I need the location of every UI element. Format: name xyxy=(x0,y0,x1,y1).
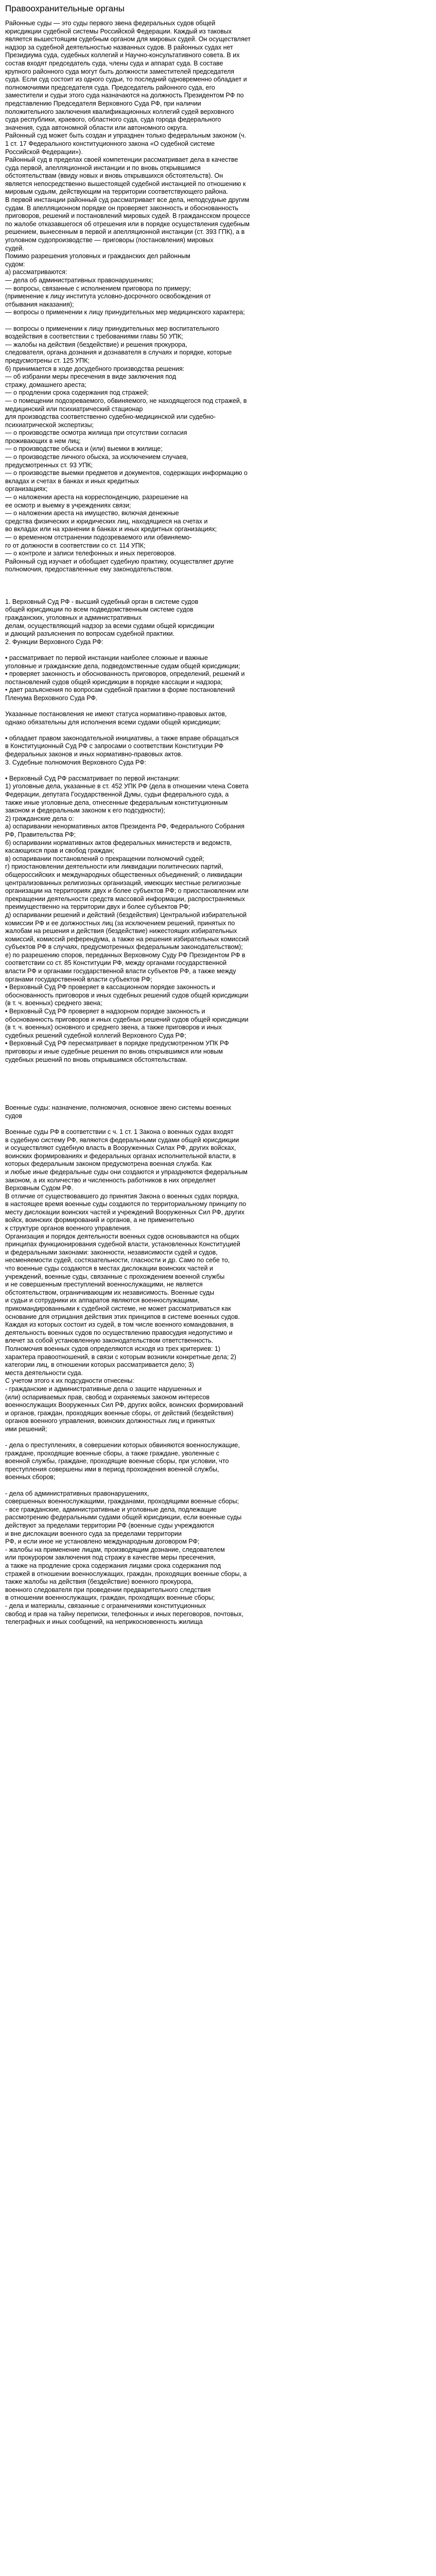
text-line: общей юрисдикции по всем подведомственным системе судов xyxy=(5,606,194,614)
text-line: мировым судьям, действующим на территории соответствующего района. xyxy=(5,188,228,196)
text-line: • Верховный Суд РФ рассматривает по первой инстанции: xyxy=(5,774,180,782)
text-line: 1 ст. 17 Федерального конституционного закона «О судебной системе xyxy=(5,140,215,147)
blank-line xyxy=(5,1088,431,1096)
text-line: — о наложении ареста на имущество, включая денежные xyxy=(5,510,179,517)
text-line: и любые иные федеральные суды они создаются и упраздняются федеральным xyxy=(5,1168,248,1176)
text-line: надзор за судебной деятельностью названных судов. В районных судах нет xyxy=(5,43,233,51)
text-line: Районные суды — это суды первого звена федеральных судов общей xyxy=(5,20,216,27)
text-line: — о производстве выемки предметов и документов, содержащих информацию о xyxy=(5,469,248,477)
blank-line xyxy=(5,590,431,598)
text-line: — о производстве личного обыска, за исключением случаев, xyxy=(5,453,188,461)
text-line: суда. Если суд состоит из одного судьи, то последний одновременно обладает и xyxy=(5,76,247,83)
text-line: Пленума Верховного Суда РФ. xyxy=(5,694,98,702)
text-line: комиссий, комиссий референдума, а также на решения избирательных комиссий xyxy=(5,935,249,943)
text-line: является непосредственно вышестоящей судебной инстанцией по отношению к xyxy=(5,180,246,188)
text-line: • дает разъяснения по вопросам судебной практики в форме постановлений xyxy=(5,686,235,694)
text-line: приговоров, решений и постановлений мировых судей. В граждансском процессе xyxy=(5,212,250,220)
text-line: Каждая из которых состоит из судей, в том числе военного командования, в xyxy=(5,1321,234,1329)
text-line: РФ, Правительства РФ; xyxy=(5,831,76,838)
text-line: военного следователя при проведении предварительного следствия xyxy=(5,1586,211,1594)
text-line: Российской Федерации»). xyxy=(5,148,83,156)
text-line: которых федеральным законом предусмотрена военная служба. Как xyxy=(5,1160,212,1168)
text-line: соответствии со ст. 85 Конституции РФ, между органами государственной xyxy=(5,959,227,967)
text-line: - дела о преступлениях, в совершении которых обвиняются военнослужащие, xyxy=(5,1442,240,1449)
text-line: Помимо разрешения уголовных и гражданских дел районным xyxy=(5,252,190,260)
page-title: Правоохранительные органы xyxy=(5,4,125,13)
text-line: судей. xyxy=(5,244,24,252)
text-line: Районный суд может быть создан и упразднен только федеральным законом (ч. xyxy=(5,132,247,140)
text-line: — жалобы на действия (бездействие) и решения прокурора, xyxy=(5,341,187,348)
text-line: е) по разрешению споров, переданных Верховному Суду РФ Президентом РФ в xyxy=(5,951,246,959)
text-line: месту дислокации воинских частей и учреждений Вооруженных Сил РФ, других xyxy=(5,1208,245,1216)
blank-line xyxy=(5,1096,431,1105)
text-line: 2) гражданские дела о: xyxy=(5,815,74,822)
text-line: в настоящее время военные суды создаются по территориальному принципу по xyxy=(5,1200,247,1208)
text-line: • обладает правом законодательной инициативы, а также вправе обращаться xyxy=(5,734,239,742)
text-line: учреждений, военные суды, связанные с прохождением военной службы xyxy=(5,1273,225,1280)
text-line: касающихся прав и свобод граждан; xyxy=(5,847,115,855)
text-line: по жалобе отказавшегося об отрешения или в порядке осуществления судебным xyxy=(5,220,250,228)
text-line: (в т. ч. военных) среднего звена; xyxy=(5,999,102,1007)
text-line: б) принимается в ходе досудебного производства решения: xyxy=(5,365,185,372)
text-line: обстоятельством, ограничивающим их независимость. Военные суды xyxy=(5,1289,214,1296)
text-line: (в т. ч. военных) основного и среднего звена, а также приговоров и иных xyxy=(5,1024,222,1031)
text-line: - все гражданские, административные и уголовные дела, подлежащие xyxy=(5,1505,217,1513)
text-line: — о производстве осмотра жилища при отсутствии согласия xyxy=(5,429,187,437)
blank-line xyxy=(5,767,431,775)
text-line: преимущественно на территории двух и более субъектов РФ; xyxy=(5,903,190,911)
text-line: В отличие от существовавшего до принятия Закона о военных судах порядка, xyxy=(5,1192,239,1200)
text-line: приговоры и иные судебные решения по вновь открывшимся или новым xyxy=(5,1048,223,1055)
text-line: вкладах и счетах в банках и иных кредитных xyxy=(5,477,139,485)
text-line: и вне дислокации военного суда за пределами территории xyxy=(5,1530,182,1537)
text-line: или прокурором заключения под стражу в качестве меры пресечения, xyxy=(5,1554,216,1562)
text-line: судом: xyxy=(5,260,25,268)
text-line: стражу, домашнего ареста; xyxy=(5,381,86,388)
blank-line xyxy=(5,1120,431,1128)
text-line: законом, а их количество и численность работников в них определяет xyxy=(5,1176,216,1184)
text-line: — вопросы, связанные с исполнением приговора по примеру; xyxy=(5,284,191,292)
text-line: а) оспаривании ненормативных актов Президента РФ, Федерального Собрания xyxy=(5,823,245,831)
text-line: граждане, проходящие военные сборы, а также граждане, уволенные с xyxy=(5,1449,220,1457)
text-line: уголовном судопроизводстве — приговоры (постановления) мировых xyxy=(5,236,214,244)
text-line: судов xyxy=(5,1112,22,1120)
blank-line xyxy=(5,582,431,590)
text-line: совершенных военнослужащими, гражданами, проходящими военные сборы; xyxy=(5,1498,239,1505)
text-line: также жалобы на действия (бездействие) военного прокурора, xyxy=(5,1578,193,1586)
text-line: отбывания наказания); xyxy=(5,300,74,308)
text-line: • проверяет законность и обоснованность приговоров, определений, решений и xyxy=(5,670,245,678)
text-line: деятельность военных судов по осуществлению правосудия недопустимо и xyxy=(5,1329,233,1336)
blank-line xyxy=(5,1434,431,1442)
text-line: а также на продление срока содержания лицами срока содержания под xyxy=(5,1562,221,1569)
text-line: С учетом этого к их подсудности отнесены: xyxy=(5,1377,134,1385)
text-line: судам. В апелляционном порядке он проверяет законность и обоснованность xyxy=(5,204,238,212)
text-line: в судебную систему РФ, являются федеральными судами общей юрисдикции xyxy=(5,1136,239,1144)
text-line: обоснованность приговоров и иных судебных решений судов общей юрисдикции xyxy=(5,991,249,999)
text-line: Районный суд изучает и обобщает судебную практику, осуществляет другие xyxy=(5,557,234,565)
text-line: проживающих в нем лиц; xyxy=(5,437,81,445)
text-line: медицинский или психиатрический стационар xyxy=(5,405,143,413)
text-line: принципах функционирования судебной власти, установленных Конституцией xyxy=(5,1241,240,1248)
text-line: организациях; xyxy=(5,485,48,493)
text-line: — вопросы о применении к лицу принудительных мер медицинского характера; xyxy=(5,309,245,316)
blank-line xyxy=(5,1072,431,1080)
text-line: и судьи и сотрудники их аппаратов являются военнослужащими, xyxy=(5,1297,200,1304)
text-line: 3. Судебные полномочия Верховного Суда РФ: xyxy=(5,758,147,766)
text-line: обоснованность приговоров и иных судебных решений судов общей юрисдикции xyxy=(5,1015,249,1023)
text-line: юрисдикции судебной системы Российской Федерации. Каждый из таковых xyxy=(5,27,232,35)
text-line: централизованных религиозных организаций, имеющих местные религиозные xyxy=(5,879,241,887)
text-line: • рассматривает по первой инстанции наиболее сложные и важные xyxy=(5,654,208,662)
text-line: — о продлении срока содержания под стражей; xyxy=(5,389,149,397)
text-line: ее осмотр и выемку в учреждениях связи; xyxy=(5,501,131,509)
text-line: категории лиц, в отношении которых рассматривается дело; 3) xyxy=(5,1361,194,1369)
text-line: значения, суда автономной области или автономного округа. xyxy=(5,124,188,131)
text-line: военнослужащих Вооруженных Сил РФ, других войск, воинских формирований xyxy=(5,1401,243,1409)
text-line: органов военного управления, воинских должностных лиц и принятых xyxy=(5,1417,215,1425)
text-line: - жалобы на применение лицам, производящим дознание, следователем xyxy=(5,1546,225,1553)
text-line: представлению Председателя Верховного Суда РФ, при наличии xyxy=(5,99,201,107)
text-line: Полномочия военных судов определяются исходя из трех критериев: 1) xyxy=(5,1345,220,1352)
text-line: средства физических и юридических лиц, находящиеся на счетах и xyxy=(5,517,208,525)
blank-line xyxy=(5,1482,431,1490)
text-line: Верховным Судом РФ. xyxy=(5,1184,74,1192)
text-line: для производства соответственно судебно-медицинской или судебно- xyxy=(5,413,216,421)
text-line: судебных решений судебной коллегий Верховного Суда РФ; xyxy=(5,1031,186,1039)
text-line: характера правоотношений, в связи с которым возникли конкретные дела; 2) xyxy=(5,1353,236,1361)
text-line: — вопросы о применении к лицу принудительных мер воспитательного xyxy=(5,325,219,332)
blank-line xyxy=(5,574,431,582)
text-line: и органов, граждан, проходящих военные сборы, от действий (бездействия) xyxy=(5,1409,234,1417)
text-line: власти РФ и органами государственной власти субъектов РФ, а также между xyxy=(5,968,236,975)
text-line: воздействия в соответствии с требованиями главы 50 УПК; xyxy=(5,333,183,341)
text-line: полномочиями председателя суда. Председатель районного суда, его xyxy=(5,83,215,91)
text-line: — о наложении ареста на корреспонденцию, разрешение на xyxy=(5,494,188,501)
text-line: и дающий разъяснения по вопросам судебной практики. xyxy=(5,630,175,638)
text-line: гражданских, уголовных и административных xyxy=(5,614,142,621)
text-line: к структуре органов военного управления. xyxy=(5,1225,132,1232)
blank-line xyxy=(5,726,431,735)
text-line: решением, вынесенным в первой и апелляционной инстанции (ст. 393 ГПК), а в xyxy=(5,228,245,236)
text-line: • Верховный Суд РФ проверяет в надзорном порядке законность и xyxy=(5,1008,205,1015)
text-line: комиссии РФ и ее должностных лиц (за исключением решений, принятых по xyxy=(5,919,235,927)
document-body xyxy=(5,20,431,1626)
text-line: органами государственной власти субъектов РФ; xyxy=(5,975,152,983)
blank-line xyxy=(5,1080,431,1088)
text-line: РФ, и если иное не установлено международным договором РФ; xyxy=(5,1538,200,1546)
blank-line xyxy=(5,702,431,710)
text-line: является вышестоящим судебным органом для мировых судей. Он осуществляет xyxy=(5,36,251,43)
text-line: предусмотрены ст. 125 УПК; xyxy=(5,357,90,364)
text-line: б) оспаривании нормативных актов федеральных министерств и ведомств, xyxy=(5,839,232,846)
text-line: жалобам на решения и действия (бездействие) нижестоящих избирательных xyxy=(5,927,237,935)
text-line: несменяемости судей, состязательности, гласности и др. Само по себе то, xyxy=(5,1257,230,1264)
text-line: обстоятельствам (ввиду новых и вновь открывшихся обстоятельств). Он xyxy=(5,172,223,180)
text-line: ими решений; xyxy=(5,1425,47,1433)
text-line: го от должности в соответствии со ст. 114 УПК; xyxy=(5,541,146,549)
text-line: во вкладах или на хранении в банках и иных кредитных организациях; xyxy=(5,526,217,533)
text-line: и осуществляют судебную власть в Вооруженных Силах РФ, других войсках, xyxy=(5,1144,236,1152)
text-line: психиатрической экспертизы; xyxy=(5,421,94,429)
text-line: организации на территориях двух и более субъектов РФ; о приостановлении или xyxy=(5,887,249,895)
text-line: и не совершенным преступлений военнослужащими, не является xyxy=(5,1281,203,1289)
text-line: - дела об административных правонарушениях, xyxy=(5,1489,149,1497)
text-line: однако обязательны для исполнения всеми судами общей юрисдикции; xyxy=(5,718,221,726)
text-line: полномочия, предоставленные ему законодательством. xyxy=(5,566,173,573)
text-line: 1) уголовные дела, указанные в ст. 452 УПК РФ (дела в отношении члена Совета xyxy=(5,783,249,790)
text-line: крупного районного суда могут быть должности заместителей председателя xyxy=(5,67,235,75)
text-line: войск, воинских формирований и органов, а не применительно xyxy=(5,1216,195,1224)
text-line: • Верховный Суд РФ проверяет в кассационном порядке законность и xyxy=(5,984,215,991)
text-line: суда первой, апелляционной инстанции и по вновь открывшимся xyxy=(5,164,201,172)
text-line: общероссийских и международных общественных объединений; о ликвидации xyxy=(5,871,242,878)
text-line: — о временном отстранении подозреваемого или обвиняемо- xyxy=(5,534,192,541)
text-line: в) оспаривании постановлений о прекращении полномочий судей; xyxy=(5,855,204,862)
text-line: телеграфных и иных сообщений, на неприкосновенность жилища xyxy=(5,1618,203,1626)
text-line: положительного заключения квалификационных коллегий судей верховного xyxy=(5,108,234,115)
text-line: также иные уголовные дела, отнесенные федеральным конституционным xyxy=(5,799,228,806)
text-line: основание для отрицания действия этих принципов в системе военных судов. xyxy=(5,1313,240,1320)
text-line: в отношении военнослужащих, граждан, проходящих военные сборы; xyxy=(5,1594,215,1602)
text-line: места деятельности суда. xyxy=(5,1369,83,1377)
text-line: преступления совершены ими в период прохождения военной службы, xyxy=(5,1465,219,1473)
text-line: военной службы, граждане, проходящие военные сборы, при условии, что xyxy=(5,1458,229,1465)
text-line: стражей в отношении военнослужащих, граждан, проходящих военные сборы, а xyxy=(5,1570,247,1578)
text-line: Президиума суда, судебных коллегий и Научно-консультативного совета. В их xyxy=(5,52,240,59)
blank-line xyxy=(5,646,431,654)
text-line: федеральных законов и иных нормативно-правовых актов. xyxy=(5,751,183,758)
text-line: — об избрании меры пресечения в виде заключения под xyxy=(5,373,177,381)
text-line: законом и федеральным законом к его подсудности); xyxy=(5,807,165,815)
text-line: влечет за собой установленную законодательством ответственность. xyxy=(5,1337,214,1345)
text-line: заместители и судьи этого суда назначаются на должность Президентом РФ по xyxy=(5,92,244,99)
text-line: 1. Верховный Суд РФ - высший судебный орган в системе судов xyxy=(5,598,199,605)
text-line: Указанные постановления не имеют статуса нормативно-правовых актов, xyxy=(5,710,227,718)
text-line: предусмотренных ст. 93 УПК; xyxy=(5,461,93,469)
text-line: — о помещении подозреваемого, обвиняемого, не находящегося под стражей, в xyxy=(5,397,247,404)
text-line: В первой инстанции районный суд рассматривает все дела, неподсудные другим xyxy=(5,196,249,204)
text-line: суда республики, краевого, областного суда, суда города федерального xyxy=(5,116,221,124)
text-line: уголовные и гражданские дела, подведомственные судам общей юрисдикции; xyxy=(5,662,240,670)
text-line: - дела и материалы, связанные с ограничениями конституционных xyxy=(5,1602,206,1609)
text-line: Военные суды: назначение, полномочия, основное звено системы военных xyxy=(5,1104,232,1112)
text-line: Районный суд в пределах своей компетенции рассматривает дела в качестве xyxy=(5,156,238,164)
text-line: Военные суды РФ в соответствии с ч. 1 ст. 1 Закона о военных судах входят xyxy=(5,1128,234,1136)
text-line: и федеральными законами: законности, независимости судей и судов, xyxy=(5,1248,218,1256)
text-line: прикомандированными к судебной системе, не может рассматриваться как xyxy=(5,1305,231,1312)
text-line: (или) оспариваемых прав, свобод и охраняемых законом интересов xyxy=(5,1393,210,1401)
text-line: состав входят председатель суда, члены суда и аппарат суда. В составе xyxy=(5,59,223,67)
text-line: д) оспаривании решений и действий (бездействия) Центральной избирательной xyxy=(5,911,247,919)
blank-line xyxy=(5,317,431,325)
text-line: постановлений судов общей юрисдикции в порядке кассации и надзора; xyxy=(5,678,223,686)
text-line: г) приостановлении деятельности или ликвидации политических партий, xyxy=(5,863,223,871)
text-line: 2. Функции Верховного Суда РФ: xyxy=(5,638,103,646)
text-line: (применение к лицу института условно-досрочного освобождения от xyxy=(5,293,212,300)
text-line: свобод и прав на тайну переписки, телефонных и иных переговоров, почтовых, xyxy=(5,1610,243,1618)
text-line: Федерации, депутата Государственной Думы, судьи федерального суда, а xyxy=(5,791,229,798)
text-line: — дела об административных правонарушениях; xyxy=(5,277,153,284)
blank-line xyxy=(5,1064,431,1072)
text-line: рассмотрению федеральными судами общей юрисдикции, если военные суды xyxy=(5,1514,242,1521)
text-line: — о контроле и записи телефонных и иных переговоров. xyxy=(5,550,177,557)
text-line: судебных решений по вновь открывшимся обстоятельствам. xyxy=(5,1056,187,1063)
text-line: военных сборов; xyxy=(5,1473,56,1481)
text-line: что военные суды создаются в местах дислокации воинских частей и xyxy=(5,1265,213,1273)
text-line: прекращении деятельности средств массовой информации, распространяемых xyxy=(5,895,245,903)
text-line: воинских формированиях и федеральных органах исполнительной власти, в xyxy=(5,1152,236,1160)
text-line: делам, осуществляющий надзор за всеми судами общей юрисдикции xyxy=(5,622,215,630)
text-line: следователя, органа дознания и дознавателя в случаях и порядке, которые xyxy=(5,349,232,357)
text-line: в Конституционный Суд РФ с запросами о соответствии Конституции РФ xyxy=(5,742,224,750)
text-line: субъектов РФ в случаях, предусмотренных федеральным законодательством); xyxy=(5,943,243,951)
text-line: а) рассматриваются: xyxy=(5,268,67,276)
text-line: - гражданские и административные дела о защите нарушенных и xyxy=(5,1385,202,1393)
text-line: • Верховный Суд РФ пересматривает в порядке предусмотренном УПК РФ xyxy=(5,1040,229,1047)
text-line: — о производстве обыска и (или) выемки в жилище; xyxy=(5,445,163,453)
text-line: действуют за пределами территории РФ (военные суды учреждаются xyxy=(5,1522,214,1530)
text-line: Организация и порядок деятельности военных судов основываются на общих xyxy=(5,1232,239,1240)
